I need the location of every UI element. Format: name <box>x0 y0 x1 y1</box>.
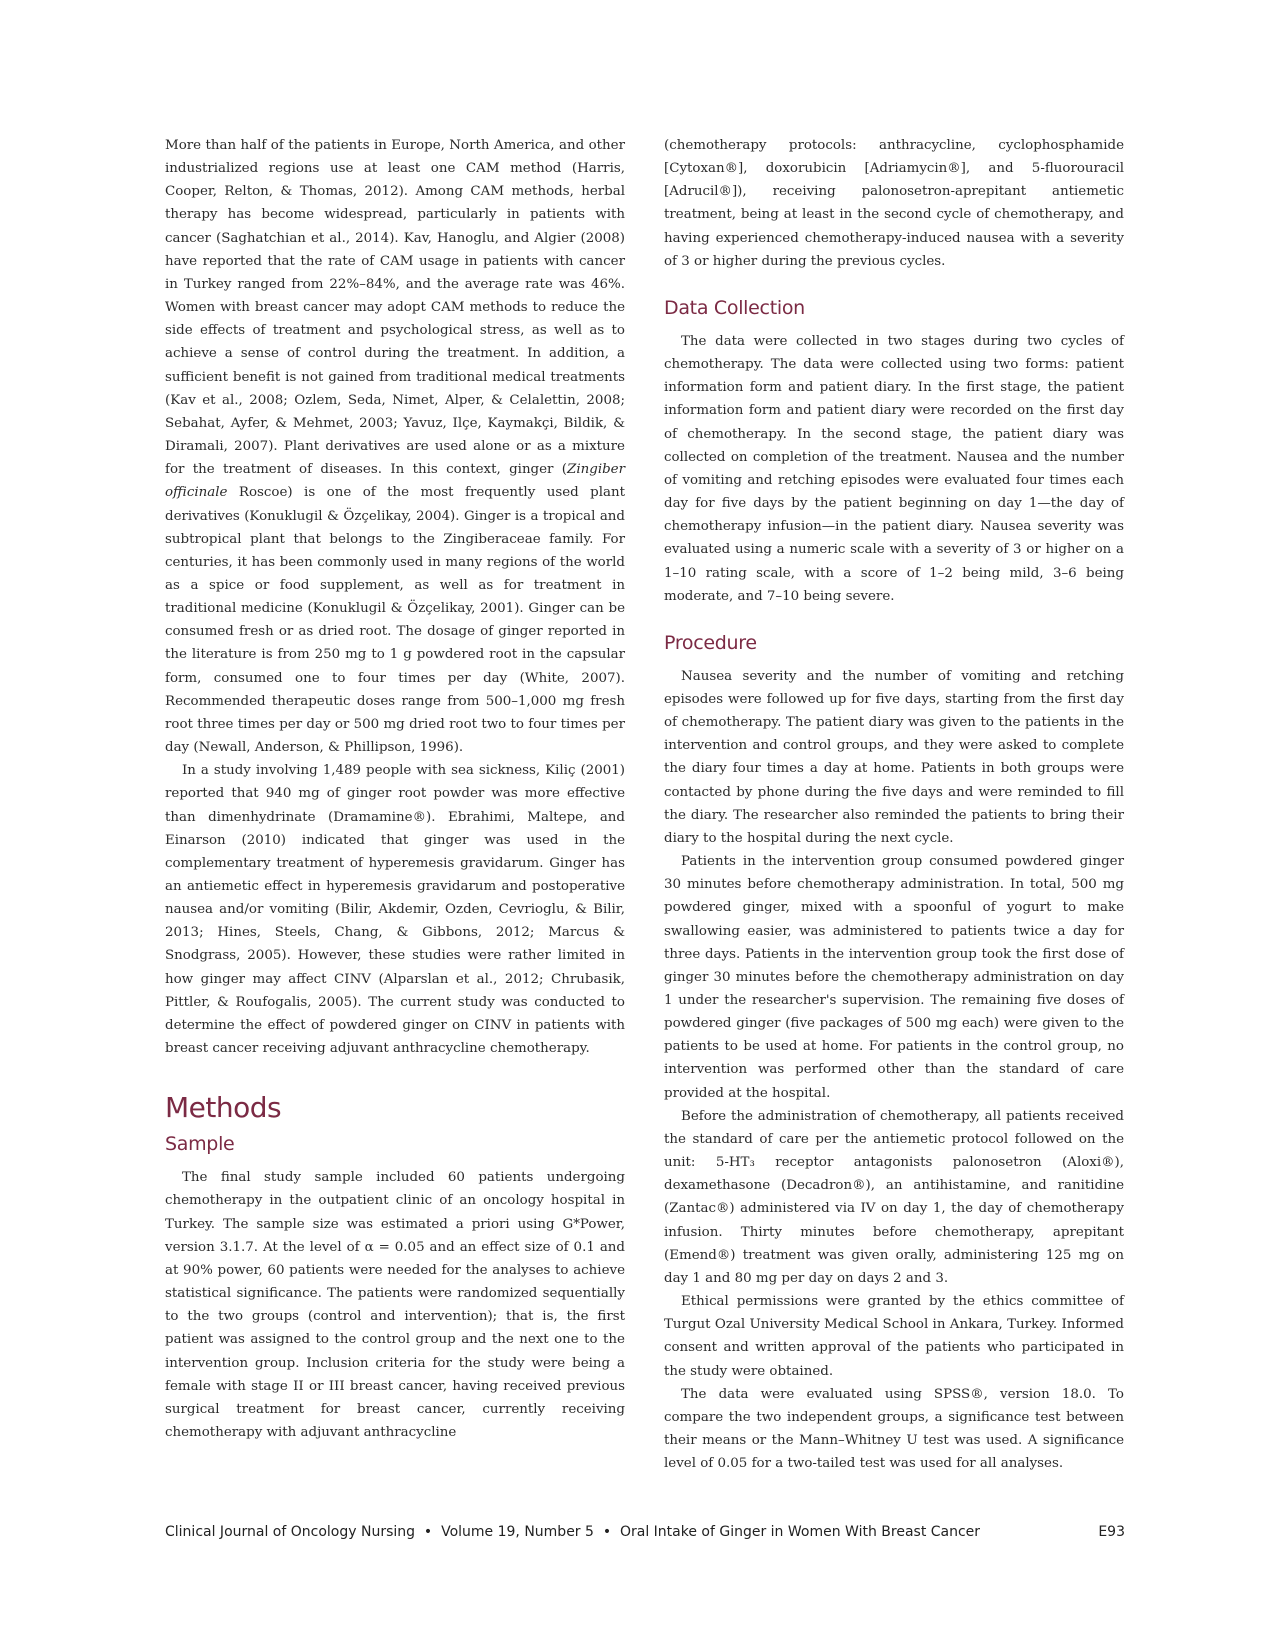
sample-paragraph: The final study sample included 60 patients undergoing chemotherapy in the outpatient clinic of an oncology hospital in Turkey. The sample size was estimated a priori using G*Power, version 3.1.7. At the level of α = 0.05 and an effect size of 0.1 and at 90% power, 60 patients were needed for the analyses to achieve statistical significance. The patients were randomized sequentially to the two groups (control and intervention); that is, the first patient was assigned to the control group and the next one to the intervention group. Inclusion criteria for the study were being a female with stage II or III breast cancer, having received previous surgical treatment for breast cancer, currently receiving chemotherapy with adjuvant anthracycline <box>165 1170 625 1440</box>
data-collection-paragraph: The data were collected in two stages during two cycles of chemotherapy. The data were collected using two forms: patient information form and patient diary. In the first stage, the patient information form and patient diary were recorded on the first day of chemotherapy. In the second stage, the patient diary was collected on completion of the treatment. Nausea and the number of vomiting and retching episodes were evaluated four times each day for five days by the patient beginning on day 1—the day of chemotherapy infusion—in the patient diary. Nausea severity was evaluated using a numeric scale with a severity of 3 or higher on a 1–10 rating scale, with a score of 1–2 being mild, 3–6 being moderate, and 7–10 being severe. <box>664 333 1124 604</box>
data-collection-heading: Data Collection <box>664 296 805 319</box>
procedure-paragraph-2: Patients in the intervention group consumed powdered ginger 30 minutes before chemotherapy administration. In total, 500 mg powdered ginger, mixed with a spoonful of yogurt to make swallowing easier, was administered to patients twice a day for three days. Patients in the intervention group took the first dose of ginger 30 minutes before the chemotherapy administration on day 1 under the researcher's supervision. The remaining five doses of powdered ginger (five packages of 500 mg each) were given to the patients to be used at home. For patients in the control group, no intervention was performed other than the standard of care provided at the hospital. <box>664 854 1124 1101</box>
left-column <box>165 134 625 1444</box>
analysis-paragraph: The data were evaluated using SPSS®, version 18.0. To compare the two independent groups, a significance test between their means or the Mann–Whitney U test was used. A significance level of 0.05 for a two-tailed test was used for all analyses. <box>664 1386 1124 1472</box>
page-footer <box>165 1522 1125 1542</box>
procedure-paragraph-1: Nausea severity and the number of vomiting and retching episodes were followed up for five days, starting from the first day of chemotherapy. The patient diary was given to the patients in the intervention and control groups, and they were asked to complete the diary four times a day at home. Patients in both groups were contacted by phone during the five days and were reminded to fill the diary. The researcher also reminded the patients to bring their diary to the hospital during the next cycle. <box>664 668 1124 846</box>
sample-paragraph-continued: (chemotherapy protocols: anthracycline, cyclophosphamide [Cytoxan®], doxorubicin [Adriamycin®], and 5-fluorouracil [Adrucil®]), receiving palonosetron-aprepitant antiemetic treatment, being at least in the second cycle of chemotherapy, and having experienced chemotherapy-induced nausea with a severity of 3 or higher during the previous cycles. <box>664 138 1124 269</box>
right-column <box>664 134 1124 1475</box>
ethics-paragraph: Ethical permissions were granted by the ethics committee of Turgut Ozal University Medical School in Ankara, Turkey. Informed consent and written approval of the patients who participated in the study were obtained. <box>664 1294 1124 1379</box>
intro-paragraph-1: More than half of the patients in Europe, North America, and other industrialized regions use at least one CAM method (Harris, Cooper, Relton, & Thomas, 2012). Among CAM methods, herbal therapy has become widespread, particularly in patients with cancer (Saghatchian et al., 2014). Kav, Hanoglu, and Algier (2008) have reported that the rate of CAM usage in patients with cancer in Turkey ranged from 22%–84%, and the average rate was 46%. Women with breast cancer may adopt CAM methods to reduce the side effects of treatment and psychological stress, as well as to achieve a sense of control during the treatment. In addition, a sufficient benefit is not gained from traditional medical treatments (Kav et al., 2008; Ozlem, Seda, Nimet, Alper, & Celalettin, 2008; Sebahat, Ayfer, & Mehmet, 2003; Yavuz, Ilçe, Kaymakçi, Bildik, & Diramali, 2007). Plant derivatives are used alone or as a mixture for the treatment of diseases. In this context, ginger (Zingiber officinale Roscoe) is one of the most frequently used plant derivatives (Konuklugil & Özçelikay, 2004). Ginger is a tropical and subtropical plant that belongs to the Zingiberaceae family. For centuries, it has been commonly used in many regions of the world as a spice or food supplement, as well as for treatment in traditional medicine (Konuklugil & Özçelikay, 2001). Ginger can be consumed fresh or as dried root. The dosage of ginger reported in the literature is from 250 mg to 1 g powdered root in the capsular form, consumed one to four times per day (White, 2007). Recommended therapeutic doses range from 500–1,000 mg fresh root three times per day or 500 mg dried root two to four times per day (Newall, Anderson, & Phillipson, 1996). <box>165 138 625 756</box>
sample-heading: Sample <box>165 1133 235 1156</box>
running-title: Clinical Journal of Oncology Nursing • Volume 19, Number 5 • Oral Intake of Ginger in Women With Breast Cancer <box>165 1524 981 1540</box>
page-number: E93 <box>1098 1524 1125 1540</box>
ginger-species-name: Zingiber officinale <box>165 462 625 501</box>
procedure-heading: Procedure <box>664 631 757 654</box>
methods-heading: Methods <box>165 1091 282 1125</box>
intro-paragraph-2: In a study involving 1,489 people with sea sickness, Kiliç (2001) reported that 940 mg of ginger root powder was more effective than dimenhydrinate (Dramamine®). Ebrahimi, Maltepe, and Einarson (2010) indicated that ginger was used in the complementary treatment of hyperemesis gravidarum. Ginger has an antiemetic effect in hyperemesis gravidarum and postoperative nausea and/or vomiting (Bilir, Akdemir, Ozden, Cevrioglu, & Bilir, 2013; Hines, Steels, Chang, & Gibbons, 2012; Marcus & Snodgrass, 2005). However, these studies were rather limited in how ginger may affect CINV (Alparslan et al., 2012; Chrubasik, Pittler, & Roufogalis, 2005). The current study was conducted to determine the effect of powdered ginger on CINV in patients with breast cancer receiving adjuvant anthracycline chemotherapy. <box>165 763 625 1057</box>
procedure-paragraph-3: Before the administration of chemotherapy, all patients received the standard of care per the antiemetic protocol followed on the unit: 5-HT₃ receptor antagonists palonosetron (Aloxi®), dexamethasone (Decadron®), an antihistamine, and ranitidine (Zantac®) administered via IV on day 1, the day of chemotherapy infusion. Thirty minutes before chemotherapy, aprepitant (Emend®) treatment was given orally, administering 125 mg on day 1 and 80 mg per day on days 2 and 3. <box>664 1108 1124 1286</box>
